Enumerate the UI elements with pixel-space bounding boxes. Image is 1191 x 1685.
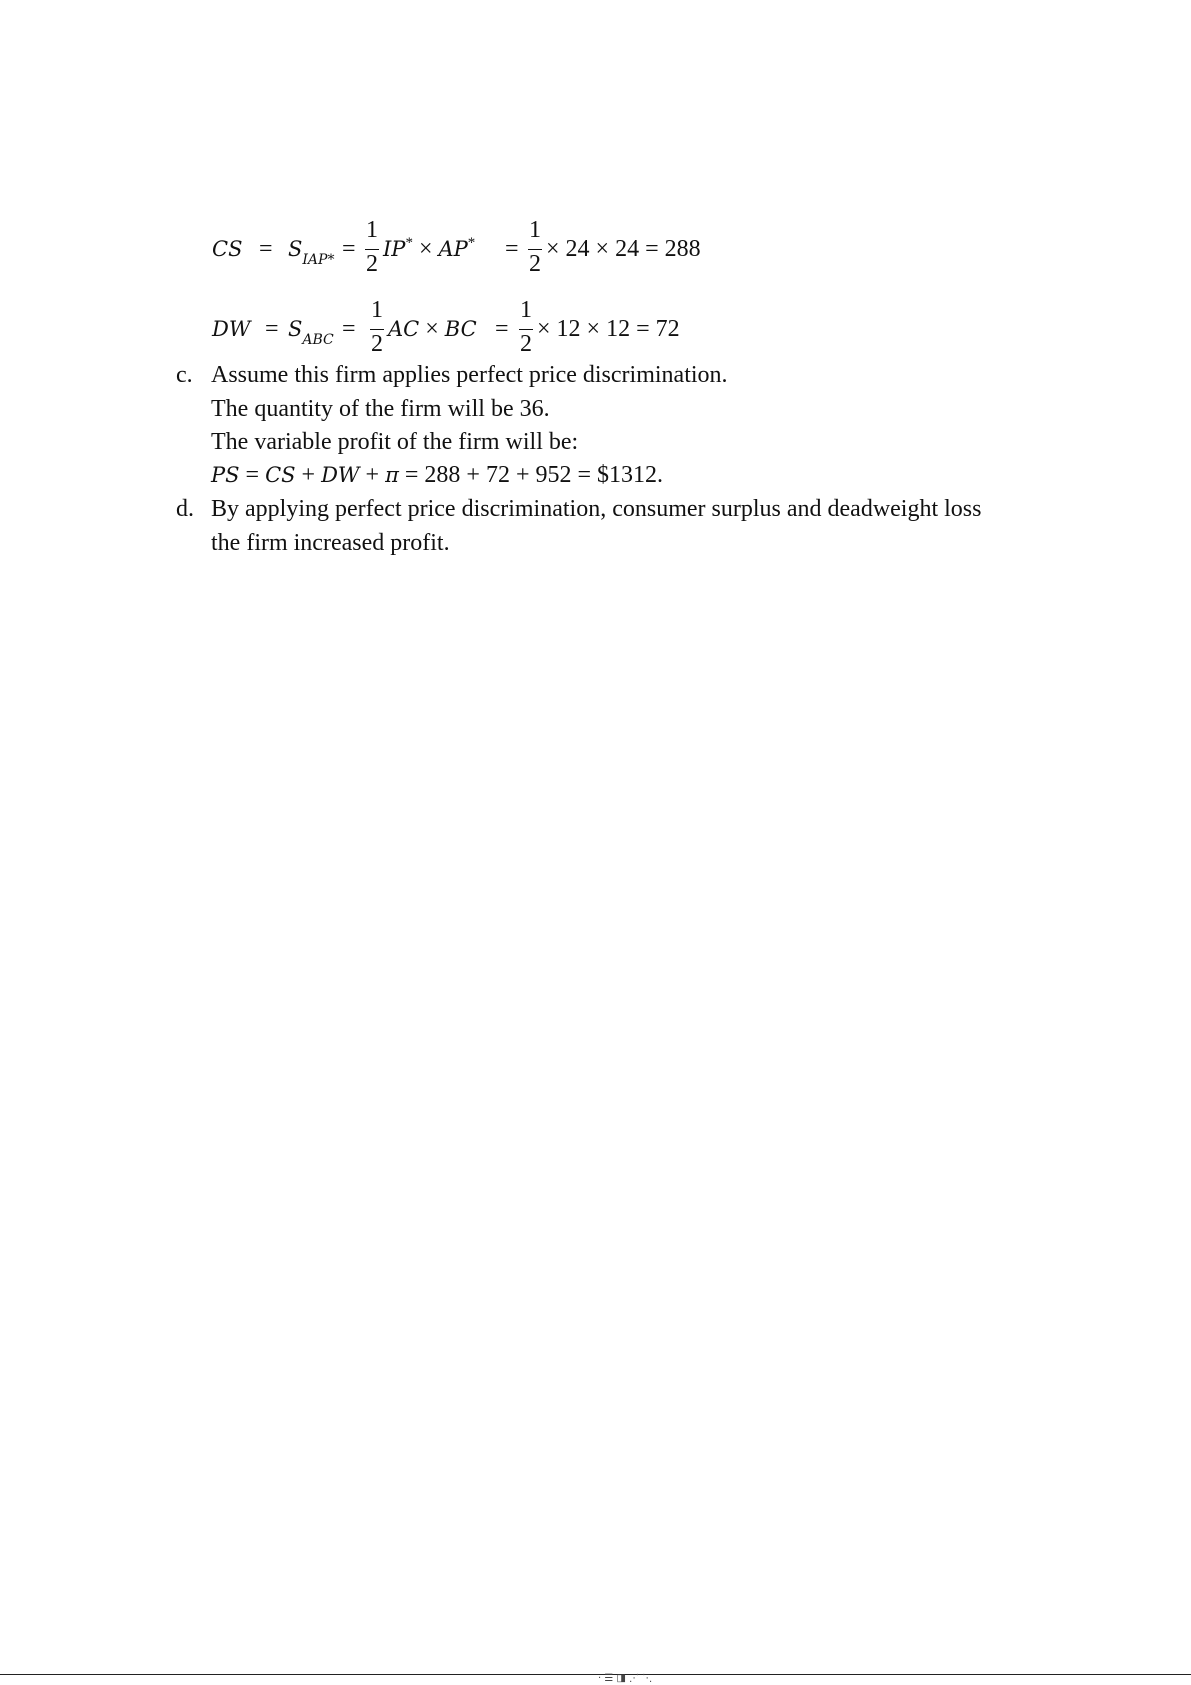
cs-s-term — [288, 214, 334, 284]
cs-term-ip: IP — [383, 237, 406, 261]
cs-term-ap: AP — [438, 237, 468, 261]
cs-product — [383, 214, 475, 284]
dw-term-ac: AC — [388, 317, 420, 341]
cs-fraction-1 — [362, 218, 382, 280]
dw-fraction-1-bar — [370, 329, 384, 330]
dw-equals-3: = — [495, 316, 509, 342]
cs-fraction-1-bar — [365, 249, 379, 250]
dw-product — [388, 294, 477, 364]
dw-s-subscript: ABC — [302, 332, 334, 348]
dw-fraction-2 — [516, 298, 536, 360]
dw-fraction-2-denominator: 2 — [520, 331, 532, 357]
cs-times: × — [418, 236, 433, 262]
cs-fraction-1-numerator: 1 — [366, 217, 378, 243]
ps-formula-dw: DW — [321, 463, 360, 487]
list-item-d-line-1: By applying perfect price discrimination, consumer surplus and deadweight loss — [211, 496, 982, 522]
ps-formula-ps: PS — [211, 463, 240, 487]
list-item-d-marker: d. — [176, 496, 194, 522]
cs-term-ap-star: * — [467, 235, 476, 251]
ps-formula-cs: CS — [265, 463, 296, 487]
list-item-d — [176, 492, 1176, 562]
dw-term-bc: BC — [444, 317, 477, 341]
list-item-c-line-1: Assume this firm applies perfect price discrimination. — [211, 362, 728, 388]
footer-mark: · ☰ ◨ ⋰ ⋱ — [598, 1673, 653, 1684]
list-item-c-marker: c. — [176, 362, 193, 388]
dw-fraction-2-numerator: 1 — [520, 297, 532, 323]
dw-equals-2: = — [342, 316, 356, 342]
cs-lhs: CS — [212, 237, 243, 261]
dw-fraction-1-numerator: 1 — [371, 297, 383, 323]
cs-fraction-2 — [525, 218, 545, 280]
cs-fraction-2-denominator: 2 — [529, 251, 541, 277]
dw-times: × — [425, 316, 439, 342]
dw-lhs: DW — [212, 317, 251, 341]
list-item-c-line-3: The variable profit of the firm will be: — [211, 429, 579, 455]
dw-fraction-1-denominator: 2 — [371, 331, 383, 357]
dw-fraction-1 — [367, 298, 387, 360]
cs-term-ip-star: * — [405, 235, 413, 251]
footer-rule — [0, 1674, 1191, 1675]
cs-s-subscript: IAP* — [302, 252, 335, 268]
cs-tail: × 24 × 24 = 288 — [546, 236, 701, 262]
ps-formula-rest: = 288 + 72 + 952 = $1312. — [404, 462, 664, 488]
list-item-c — [176, 358, 976, 498]
ps-formula-pi: π — [385, 463, 399, 487]
dw-tail: × 12 × 12 = 72 — [537, 316, 680, 342]
ps-formula — [211, 458, 663, 492]
dw-equals-1: = — [265, 316, 279, 342]
cs-equals-3: = — [505, 236, 519, 262]
dw-s-letter: S — [288, 317, 303, 341]
cs-fraction-2-numerator: 1 — [529, 217, 541, 243]
cs-fraction-2-bar — [528, 249, 542, 250]
cs-s-letter: S — [288, 237, 303, 261]
cs-equation — [212, 214, 752, 284]
dw-equation — [212, 294, 732, 364]
dw-fraction-2-bar — [519, 329, 533, 330]
cs-fraction-1-denominator: 2 — [366, 251, 378, 277]
ps-formula-equals: = — [245, 462, 260, 488]
list-item-d-line-2: the firm increased profit. — [211, 530, 450, 556]
ps-formula-plus-1: + — [301, 462, 316, 488]
list-item-c-line-2: The quantity of the firm will be 36. — [211, 396, 550, 422]
cs-equals-2: = — [342, 236, 356, 262]
dw-s-term — [288, 294, 334, 364]
cs-equals-1: = — [259, 236, 273, 262]
ps-formula-plus-2: + — [365, 462, 380, 488]
